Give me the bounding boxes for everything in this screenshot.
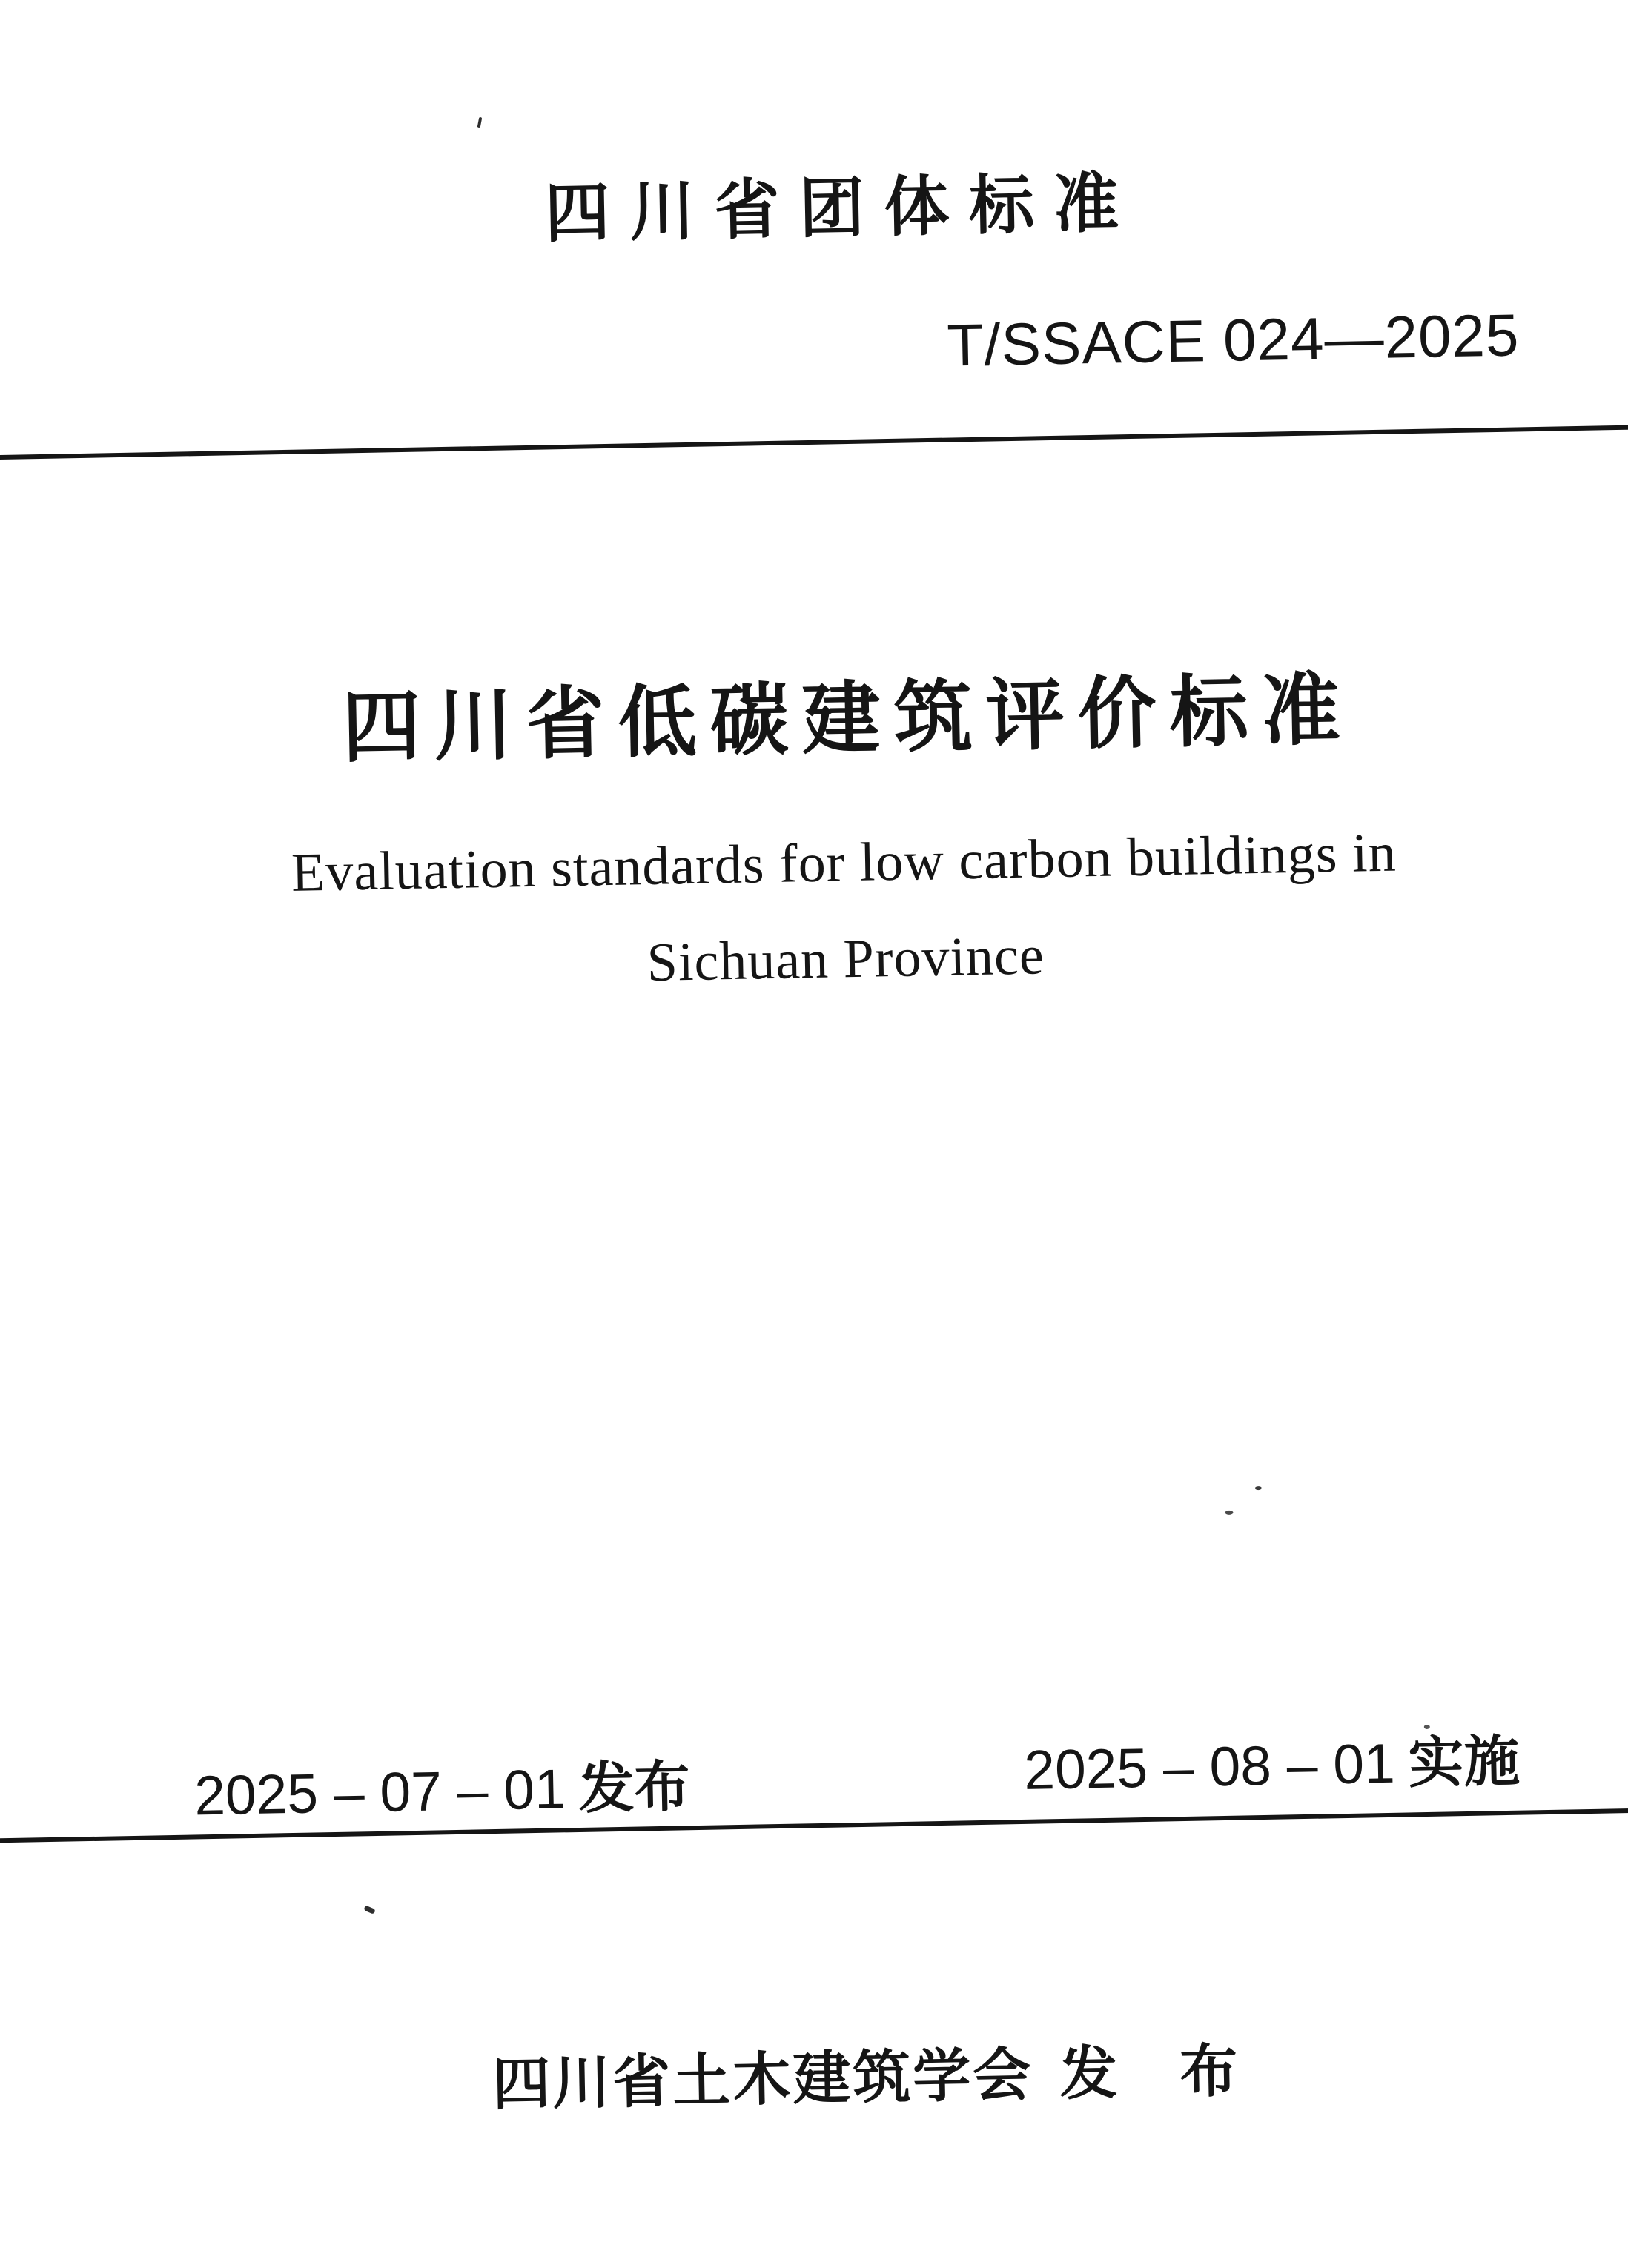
issue-date-value: 2025 – 07 – 01	[193, 1757, 566, 1827]
title-english-line1: Evaluation standards for low carbon buildings in	[291, 822, 1397, 903]
publisher-name: 四川省土木建筑学会	[492, 2041, 1034, 2118]
implementation-date-value: 2025 – 08 – 01	[1023, 1731, 1396, 1801]
title-chinese: 四川省低碳建筑评价标准	[341, 666, 1354, 772]
issue-date-label: 发布	[578, 1755, 691, 1820]
implementation-date-label: 实施	[1407, 1729, 1521, 1794]
implementation-date	[1023, 1717, 1520, 1806]
standard-number: T/SSACE 024—2025	[946, 302, 1521, 379]
title-english-line2: Sichuan Province	[646, 925, 1045, 994]
title-english	[29, 800, 1628, 1022]
standard-category-heading: 四川省团体标准	[544, 165, 1139, 251]
publisher-action-label: 发 布	[1059, 2037, 1241, 2107]
cover-content-column	[14, 0, 1628, 2268]
issue-date	[193, 1743, 690, 1831]
publisher-line	[51, 2017, 1628, 2129]
